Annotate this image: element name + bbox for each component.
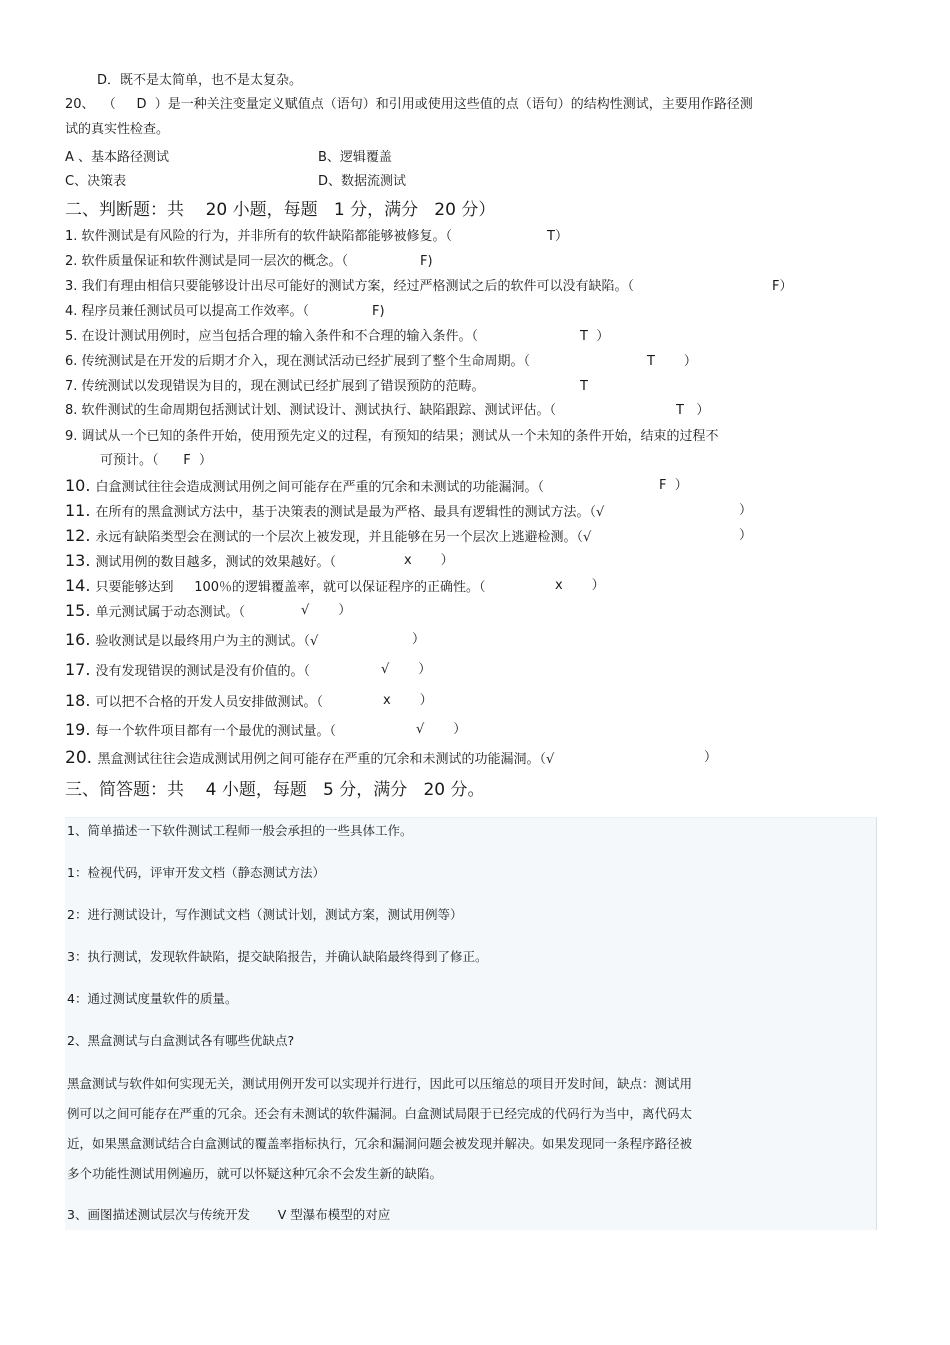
judge-item: 4. 程序员兼任测试员可以提高工作效率。（ <box>65 304 310 319</box>
judge-answer: F） <box>772 279 793 294</box>
judge-answer: T） <box>547 229 568 244</box>
section-2-heading: 二、判断题：共 20 小题，每题 1 分，满分 20 分） <box>65 200 496 220</box>
judge-answer: √ ） <box>301 603 352 618</box>
judge-answer: T ） <box>676 403 710 418</box>
judge-item: 15. 单元测试属于动态测试。（ <box>65 601 246 620</box>
judge-answer: √ ） <box>416 722 467 737</box>
judge-item: 10. 白盒测试往往会造成测试用例之间可能存在严重的冗余和未测试的功能漏洞。（ <box>65 476 545 495</box>
option-d: D．既不是太简单，也不是太复杂。 <box>97 73 303 88</box>
question-20-option-a: A 、基本路径测试 <box>65 150 170 165</box>
question-20-line1: 20、 （ D ）是一种关注变量定义赋值点（语句）和引用或使用这些值的点（语句）的结构性测试，主要用作路径测 <box>65 97 753 112</box>
judge-item: 19. 每一个软件项目都有一个最优的测试量。（ <box>65 720 337 739</box>
answer-2-line-4: 多个功能性测试用例遍历，就可以怀疑这种冗余不会发生新的缺陷。 <box>67 1166 443 1181</box>
judge-answer: x ） <box>555 578 605 593</box>
judge-item: 5. 在设计测试用例时，应当包括合理的输入条件和不合理的输入条件。（ <box>65 329 479 344</box>
judge-item: 20. 黑盒测试往往会造成测试用例之间可能存在严重的冗余和未测试的功能漏洞。（√ <box>65 748 555 768</box>
judge-item: 17. 没有发现错误的测试是没有价值的。（ <box>65 660 311 679</box>
judge-item: 3. 我们有理由相信只要能够设计出尽可能好的测试方案，经过严格测试之后的软件可以没有缺陷。（ <box>65 279 635 294</box>
answer-1-point-4: 4：通过测试度量软件的质量。 <box>67 991 238 1006</box>
judge-item: 12. 永远有缺陷类型会在测试的一个层次上被发现，并且能够在另一个层次上逃避检测。（√ <box>65 526 592 545</box>
answer-1-point-3: 3：执行测试，发现软件缺陷，提交缺陷报告，并确认缺陷最终得到了修正。 <box>67 949 488 964</box>
judge-answer: F ） <box>659 478 688 493</box>
judge-item: 9. 调试从一个已知的条件开始，使用预先定义的过程，有预知的结果；测试从一个未知的条件开始，结束的过程不 <box>65 429 719 444</box>
judge-answer: T ） <box>580 329 610 344</box>
section-3-heading: 三、简答题：共 4 小题，每题 5 分，满分 20 分。 <box>65 780 485 800</box>
judge-item: 7. 传统测试以发现错误为目的，现在测试已经扩展到了错误预防的范畴。 <box>65 379 485 394</box>
judge-answer: F) <box>372 304 385 319</box>
short-question-2: 2、黑盒测试与白盒测试各有哪些优缺点? <box>67 1033 295 1048</box>
judge-answer: √ ） <box>381 662 432 677</box>
question-20-option-d: D、数据流测试 <box>318 174 407 189</box>
answer-1-point-1: 1：检视代码，评审开发文档（静态测试方法） <box>67 865 325 880</box>
judge-answer: T <box>580 379 588 394</box>
answer-panel <box>65 817 877 1230</box>
judge-item: 16. 验收测试是以最终用户为主的测试。（√ <box>65 630 319 649</box>
judge-answer: T ） <box>647 354 697 369</box>
judge-item: 11. 在所有的黑盒测试方法中，基于决策表的测试是最为严格、最具有逻辑性的测试方法。（√ <box>65 501 605 520</box>
question-20-option-c: C、决策表 <box>65 174 127 189</box>
judge-item: 8. 软件测试的生命周期包括测试计划、测试设计、测试执行、缺陷跟踪、测试评估。（ <box>65 403 557 418</box>
judge-answer: ） <box>739 503 753 518</box>
judge-item: 18. 可以把不合格的开发人员安排做测试。（ <box>65 691 324 710</box>
answer-2-line-3: 近，如果黑盒测试结合白盒测试的覆盖率指标执行，冗余和漏洞问题会被发现并解决。如果发现同一条程序路径被 <box>67 1136 693 1151</box>
judge-item: 2. 软件质量保证和软件测试是同一层次的概念。（ <box>65 254 349 269</box>
judge-item: 1. 软件测试是有风险的行为，并非所有的软件缺陷都能够被修复。（ <box>65 229 453 244</box>
answer-2-line-1: 黑盒测试与软件如何实现无关，测试用例开发可以实现并行进行，因此可以压缩总的项目开发时间，缺点：测试用 <box>67 1076 693 1091</box>
judge-answer: ） <box>704 750 718 765</box>
judge-answer: ） <box>412 632 426 647</box>
question-20-line2: 试的真实性检查。 <box>65 122 170 137</box>
judge-answer: x ） <box>383 693 433 708</box>
short-question-1: 1、简单描述一下软件测试工程师一般会承担的一些具体工作。 <box>67 823 413 838</box>
judge-item-continuation: 可预计。（ F ） <box>100 453 213 468</box>
judge-item: 14. 只要能够达到 100％的逻辑覆盖率，就可以保证程序的正确性。（ <box>65 576 486 595</box>
judge-answer: ） <box>739 528 753 543</box>
judge-answer: x ） <box>404 553 454 568</box>
judge-item: 13. 测试用例的数目越多，测试的效果越好。（ <box>65 551 337 570</box>
answer-1-point-2: 2：进行测试设计，写作测试文档（测试计划，测试方案，测试用例等） <box>67 907 463 922</box>
question-20-option-b: B、逻辑覆盖 <box>318 150 392 165</box>
short-question-3: 3、画图描述测试层次与传统开发 V 型瀑布模型的对应 <box>67 1207 391 1222</box>
answer-2-line-2: 例可以之间可能存在严重的冗余。还会有未测试的软件漏洞。白盒测试局限于已经完成的代码行为当中，离代码太 <box>67 1106 693 1121</box>
judge-answer: F) <box>420 254 433 269</box>
judge-item: 6. 传统测试是在开发的后期才介入，现在测试活动已经扩展到了整个生命周期。（ <box>65 354 531 369</box>
